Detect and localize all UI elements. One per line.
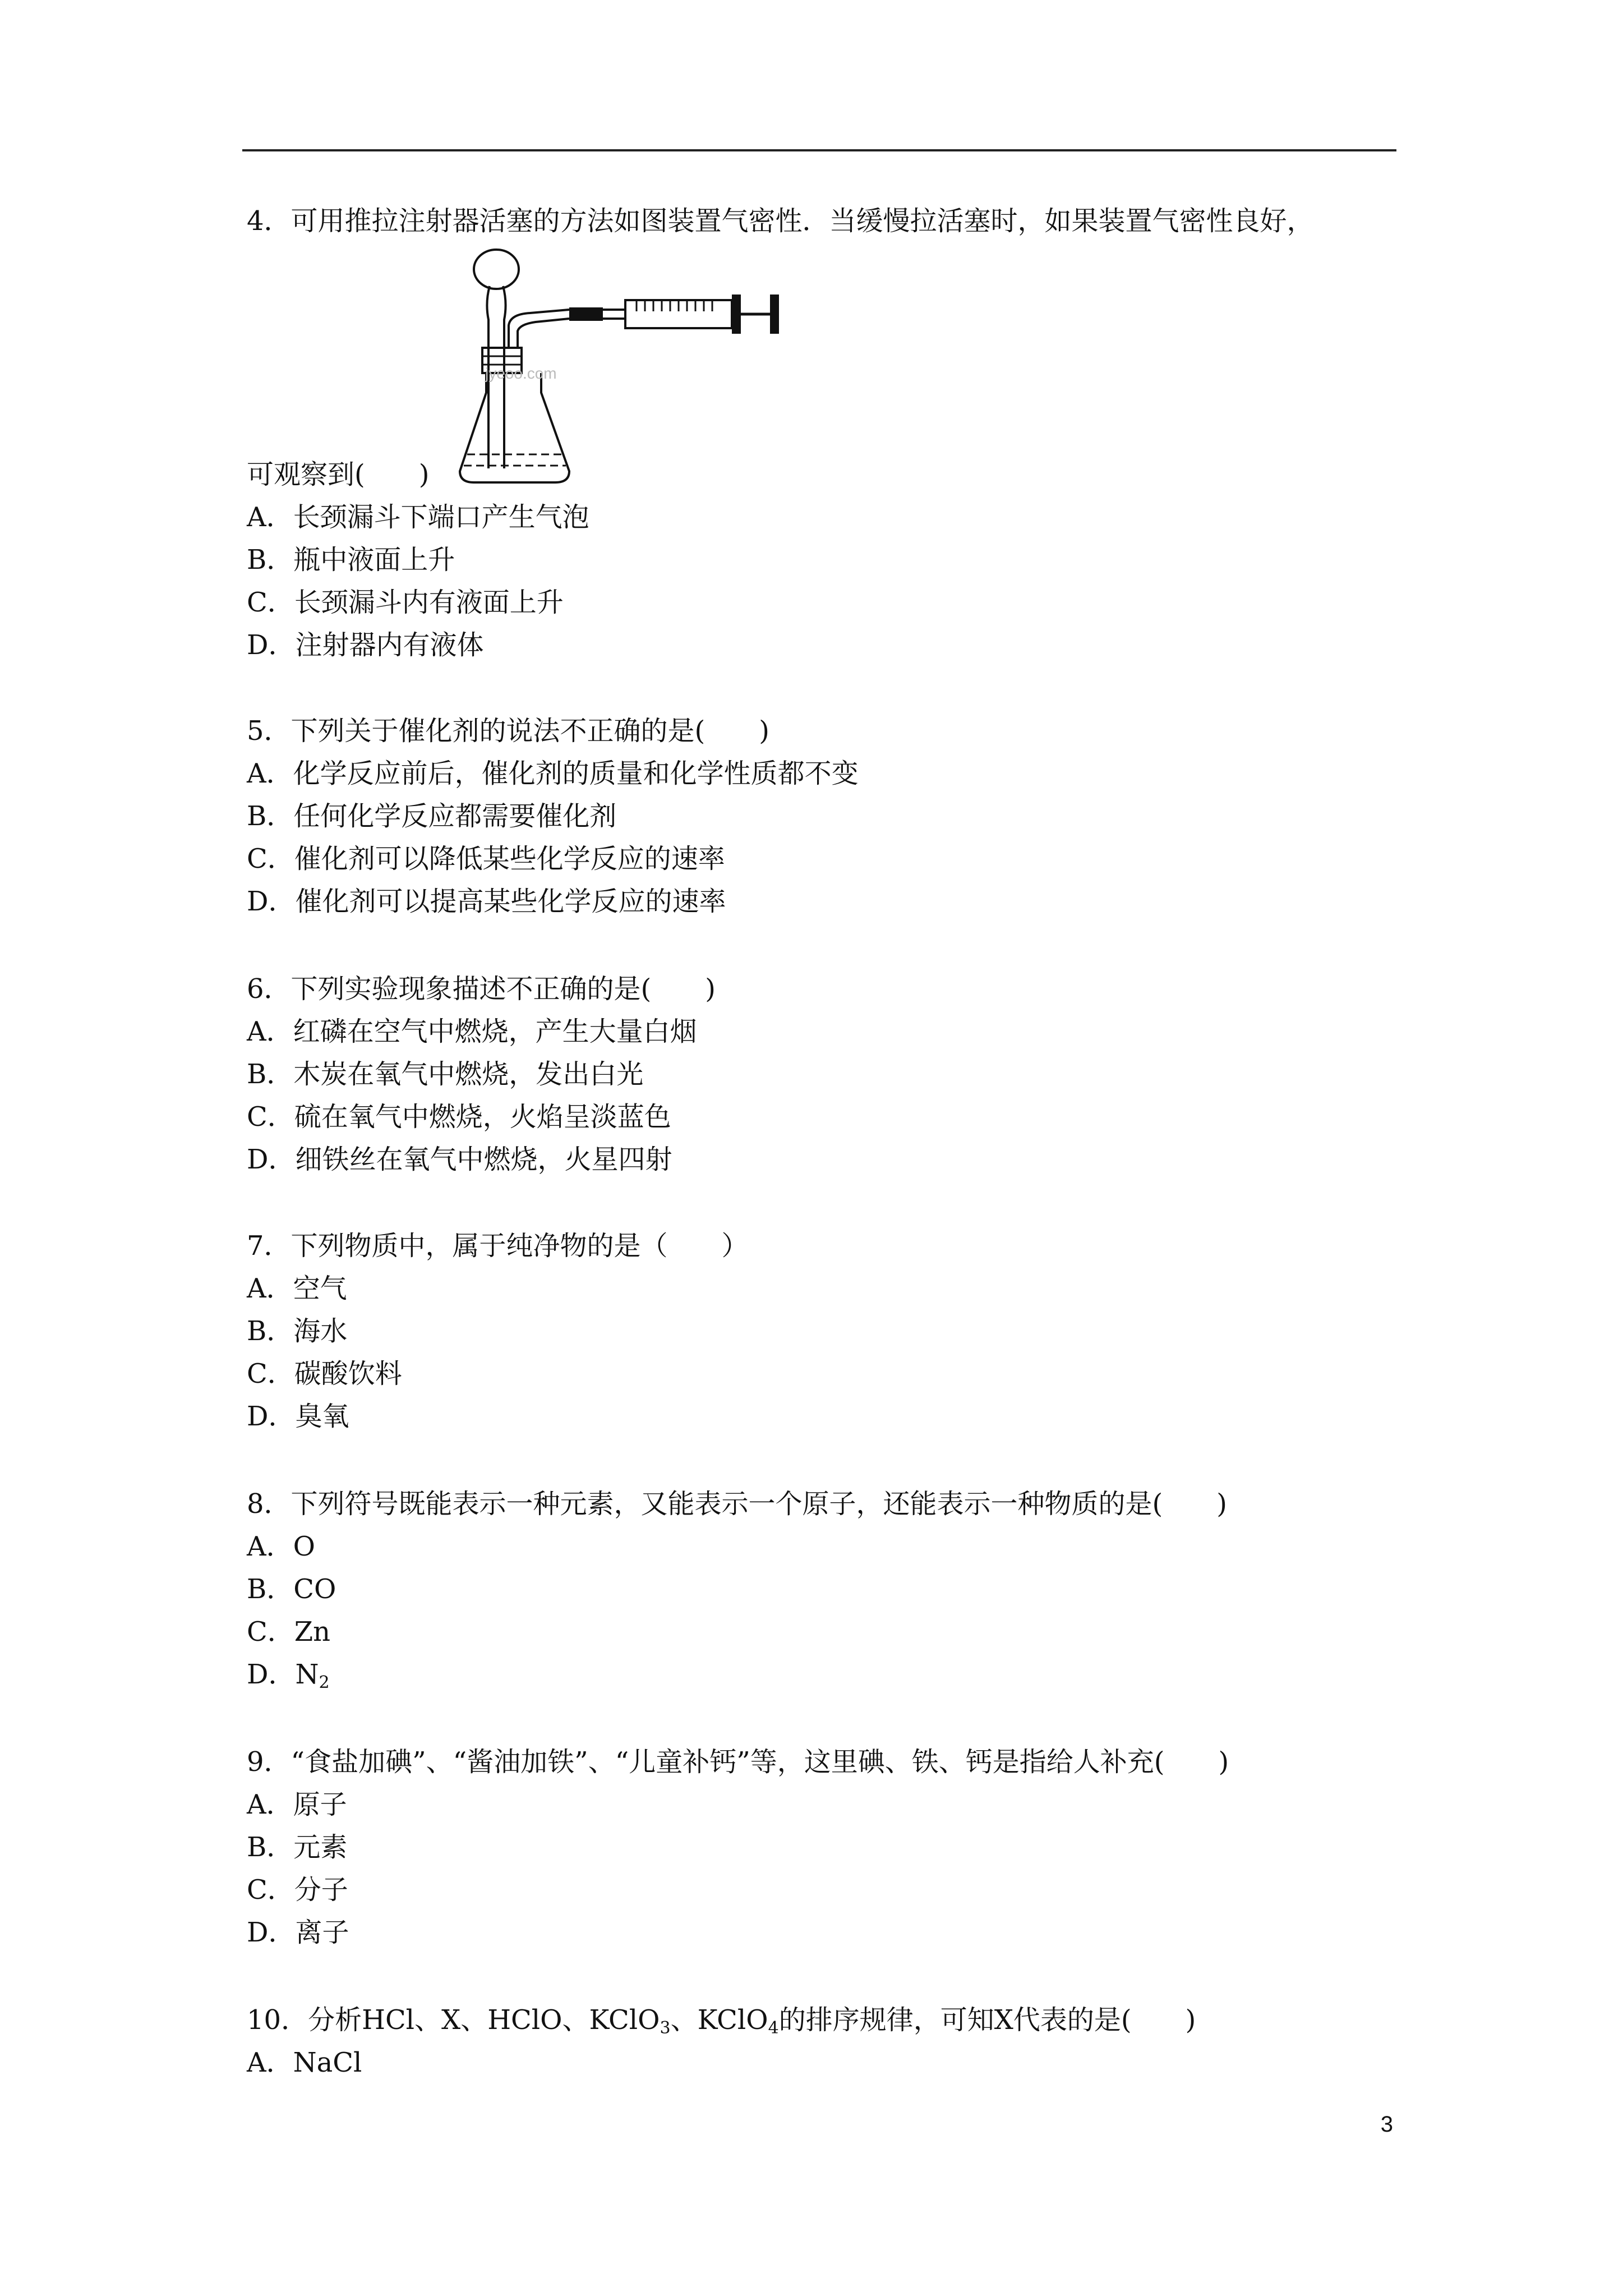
question-stem	[247, 1999, 1196, 2041]
question-4-options	[247, 453, 589, 666]
option-b: B．元素	[247, 1832, 348, 1863]
question-stem: 9．“食盐加碘”、“酱油加铁”、“儿童补钙”等，这里碘、铁、钙是指给人补充( )	[247, 1746, 1229, 1778]
option-c: C．Zn	[247, 1616, 330, 1648]
question-stem: 7．下列物质中，属于纯净物的是（ ）	[247, 1230, 749, 1262]
option-c: C．碳酸饮料	[247, 1358, 402, 1389]
option-c: C．长颈漏斗内有液面上升	[247, 587, 564, 618]
option-d: D．细铁丝在氧气中燃烧，火星四射	[247, 1144, 672, 1175]
question-stem-end: 可观察到( )	[247, 459, 430, 490]
option-d: D．注射器内有液体	[247, 629, 484, 661]
option-a: A．红磷在空气中燃烧，产生大量白烟	[247, 1016, 697, 1047]
option-d: D．臭氧	[247, 1401, 349, 1432]
option-a: A．O	[247, 1531, 316, 1562]
header-rule	[242, 149, 1396, 151]
option-a: A．NaCl	[247, 2047, 362, 2078]
question-10	[247, 1999, 1196, 2084]
question-5	[247, 710, 859, 923]
option-b: B．海水	[247, 1315, 348, 1347]
question-9	[247, 1741, 1229, 1954]
option-d: D．离子	[247, 1917, 349, 1948]
question-8	[247, 1483, 1227, 1696]
option-b: B．任何化学反应都需要催化剂	[247, 800, 617, 832]
question-stem: 6．下列实验现象描述不正确的是( )	[247, 973, 716, 1005]
option-a: A．原子	[247, 1789, 347, 1820]
question-stem: 8．下列符号既能表示一种元素，又能表示一个原子，还能表示一种物质的是( )	[247, 1488, 1227, 1520]
option-b: B．木炭在氧气中燃烧，发出白光	[247, 1059, 644, 1090]
question-7	[247, 1225, 749, 1438]
subscript: 3	[660, 2018, 671, 2038]
subscript: 4	[768, 2018, 779, 2038]
option-a: A．空气	[247, 1273, 347, 1304]
option-b: B．CO	[247, 1573, 336, 1605]
subscript: 2	[319, 1673, 330, 1692]
page-number: 3	[1380, 2112, 1393, 2137]
question-stem: 5．下列关于催化剂的说法不正确的是( )	[247, 715, 769, 747]
option-a: A．化学反应前后，催化剂的质量和化学性质都不变	[247, 758, 859, 789]
question-stem: 4．可用推拉注射器活塞的方法如图装置气密性．当缓慢拉活塞时，如果装置气密性良好，	[247, 205, 1314, 237]
option-c: C．催化剂可以降低某些化学反应的速率	[247, 843, 725, 875]
figure-watermark: jyeoo.com	[485, 365, 557, 382]
stem-part: 的排序规律，可知X代表的是( )	[778, 2004, 1196, 2036]
question-6	[247, 968, 716, 1181]
option-d	[247, 1653, 1227, 1696]
option-a: A．长颈漏斗下端口产生气泡	[247, 501, 589, 533]
option-b: B．瓶中液面上升	[247, 544, 455, 576]
option-c: C．硫在氧气中燃烧，火焰呈淡蓝色	[247, 1101, 671, 1133]
option-d: D．催化剂可以提高某些化学反应的速率	[247, 886, 726, 917]
option-c: C．分子	[247, 1874, 348, 1906]
stem-part: 、KClO	[670, 2004, 768, 2036]
stem-part: 10．分析HCl、X、HClO、KClO	[247, 2004, 660, 2036]
question-4	[247, 200, 1314, 242]
option-d-text: D．N	[247, 1659, 319, 1690]
